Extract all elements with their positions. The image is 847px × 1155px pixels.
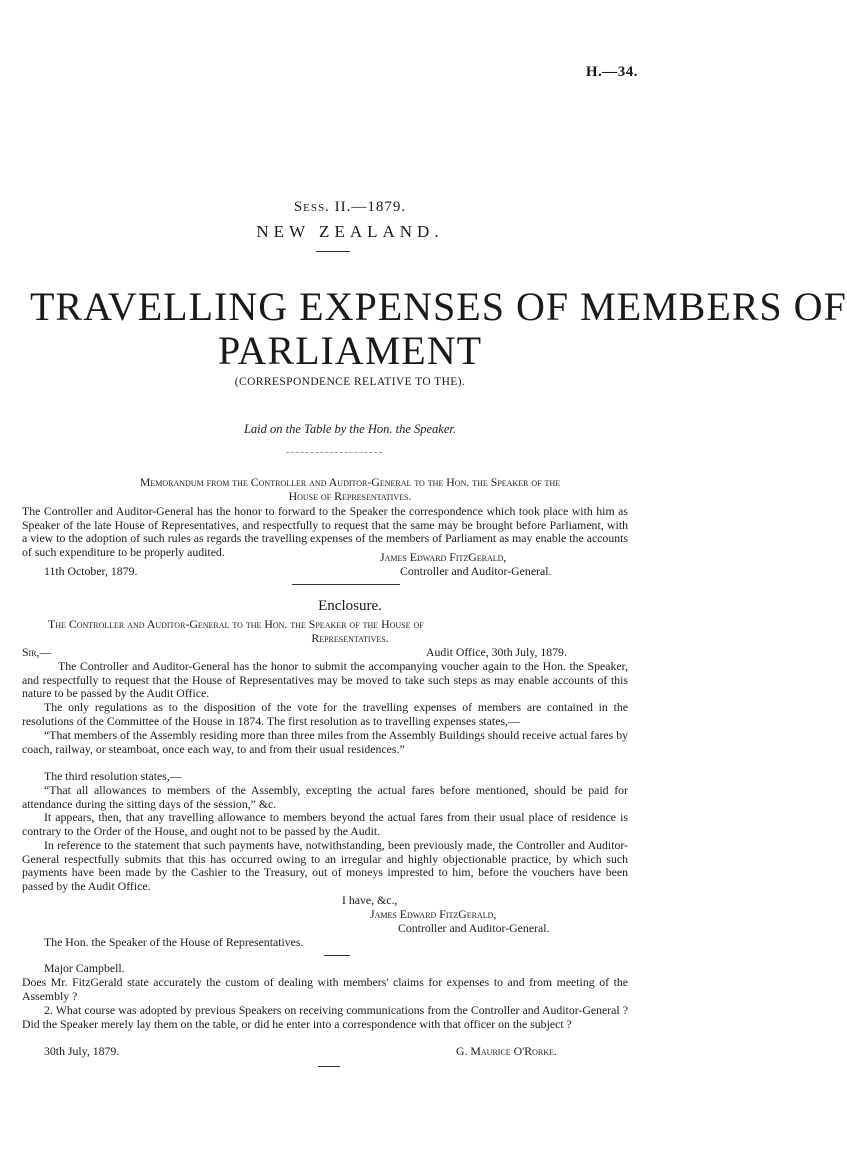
enclosure-address-cont: Representatives. xyxy=(311,631,389,645)
session-line: Sess. II.—1879. xyxy=(293,199,407,215)
divider-rule xyxy=(292,584,400,585)
enclosure-signatory-title: Controller and Auditor-General. xyxy=(398,921,550,935)
query-question-2: 2. What course was adopted by previous Speakers on receiving communications from the Controller and Auditor-General ? Did the Speaker merely lay them on the table, or did he enter into a correspondence with that officer on the subject ? xyxy=(22,1003,628,1031)
document-title-line1: TRAVELLING EXPENSES OF MEMBERS OF xyxy=(30,284,847,329)
query-question-1: Does Mr. FitzGerald state accurately the custom of dealing with members' claims for expenses to and from meeting of the Assembly ? xyxy=(22,975,628,1003)
query-signatory: G. Maurice O'Rorke. xyxy=(456,1044,557,1058)
enclosure-paragraph-1: The Controller and Auditor-General has the honor to submit the accompanying voucher again to the Hon. the Speaker, and respectfully to request that the House of Representatives may be moved to take such steps as may enable accounts of this nature to be passed by the Audit Office. xyxy=(22,659,628,701)
salutation: Sir,— xyxy=(22,645,52,659)
enclosure-quote-1: “That members of the Assembly residing more than three miles from the Assembly Buildings should receive actual fares by coach, railway, or steamboat, once each way, to and from their usual residences.” xyxy=(22,728,628,756)
query-heading: Major Campbell. xyxy=(44,961,125,975)
laid-on-table-line: Laid on the Table by the Hon. the Speaker. xyxy=(243,422,456,436)
document-subtitle: (CORRESPONDENCE RELATIVE TO THE). xyxy=(234,376,466,388)
enclosure-paragraph-2: The only regulations as to the disposition of the vote for the travelling expenses of members are contained in the resolutions of the Committee of the House in 1874. The first resolution as to travelling expenses states,— xyxy=(22,700,628,728)
query-date: 30th July, 1879. xyxy=(44,1044,120,1058)
enclosure-paragraph-5: In reference to the statement that such payments have, notwithstanding, been previously made, the Controller and Auditor-General respectfully submits that this has occurred owing to an irregular and highly objectionable practice, by which such payments have been made by the Cashier to the Treasury, out of moneys imprested to him, before the vouchers have been passed by the Audit Office. xyxy=(22,838,628,893)
document-title-line2: PARLIAMENT xyxy=(217,328,483,373)
enclosure-quote-2: “That all allowances to members of the Assembly, excepting the actual fares before mentioned, should be paid for attendance during the sitting days of the session,” &c. xyxy=(22,783,628,811)
enclosure-place-date: Audit Office, 30th July, 1879. xyxy=(426,645,567,659)
country-line: NEW ZEALAND. xyxy=(256,222,444,241)
divider-rule xyxy=(324,955,350,956)
memorandum-heading: Memorandum from the Controller and Auditor-General to the Hon. the Speaker of the xyxy=(139,475,561,489)
memorandum-signatory-title: Controller and Auditor-General. xyxy=(400,564,552,578)
divider-rule xyxy=(318,1066,340,1067)
page-number: H.—34. xyxy=(585,64,638,80)
divider-rule xyxy=(316,251,350,252)
enclosure-signatory: James Edward FitzGerald, xyxy=(370,907,497,921)
divider-rule xyxy=(286,452,382,453)
enclosure-paragraph-3: The third resolution states,— xyxy=(44,769,182,783)
memorandum-body: The Controller and Auditor-General has the honor to forward to the Speaker the correspondence which took place with him as Speaker of the late House of Representatives, and respectfully to request that the same may be brought before Parliament, with a view to the adoption of such rules as regards the travelling expenses of the members of Parliament as may enable the accounts of such expenditure to be properly audited. xyxy=(22,504,628,559)
memorandum-heading-cont: House of Representatives. xyxy=(288,489,412,503)
enclosure-heading: Enclosure. xyxy=(318,598,382,614)
enclosure-address: The Controller and Auditor-General to the Hon. the Speaker of the House of xyxy=(48,617,424,631)
memorandum-signatory: James Edward FitzGerald, xyxy=(380,550,507,564)
enclosure-addressee: The Hon. the Speaker of the House of Representatives. xyxy=(44,935,304,949)
enclosure-paragraph-4: It appears, then, that any travelling allowance to members beyond the actual fares from their usual place of residence is contrary to the Order of the House, and ought not to be passed by the Audit. xyxy=(22,810,628,838)
enclosure-closing: I have, &c., xyxy=(342,893,398,907)
memorandum-date: 11th October, 1879. xyxy=(44,564,138,578)
